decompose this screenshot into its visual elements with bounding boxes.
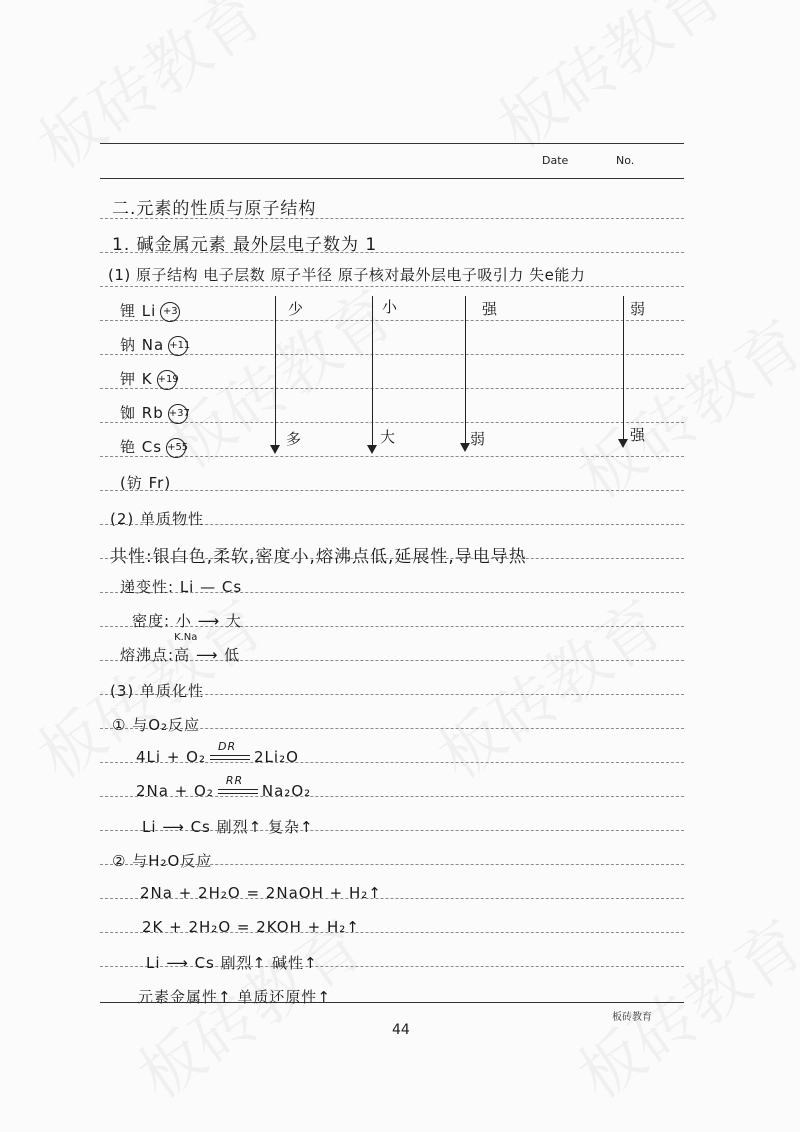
table-header: (1) 原子结构 电子层数 原子半径 原子核对最外层电子吸引力 失e能力 — [108, 266, 586, 284]
eq2-left: 2Na + O₂ — [136, 782, 214, 800]
trend-arrow-electron-loss — [623, 296, 624, 446]
no-label: No. — [616, 154, 635, 167]
header-rule — [100, 178, 684, 179]
francium-note: (钫 Fr) — [120, 474, 172, 492]
nuclear-charge: +3 — [160, 302, 180, 322]
ruled-line — [100, 388, 684, 389]
element-row — [120, 402, 188, 424]
trend-top-shells: 少 — [288, 300, 305, 318]
trend-arrow-radius — [372, 296, 373, 452]
ruled-line — [100, 286, 684, 287]
equation-na-oxygen — [136, 774, 312, 800]
ruled-line — [100, 320, 684, 321]
nuclear-charge: +37 — [168, 404, 188, 424]
trend-bottom-shells: 多 — [286, 430, 303, 448]
trend-arrow-shells — [275, 296, 276, 452]
eq1-condition: DR — [218, 740, 237, 753]
eq1-right: 2Li₂O — [254, 748, 299, 766]
common-properties: 共性:银白色,柔软,密度小,熔沸点低,延展性,导电导热 — [110, 547, 527, 567]
equation-k-water: 2K + 2H₂O = 2KOH + H₂↑ — [142, 918, 360, 936]
ruled-line — [100, 490, 684, 491]
melting-point-exception: K.Na — [174, 632, 198, 643]
element-row — [120, 334, 191, 356]
eq2-right: Na₂O₂ — [261, 782, 312, 800]
eq2-condition: RR — [225, 774, 244, 787]
chemical-properties-title: (3) 单质化性 — [110, 682, 205, 700]
footer-logo: 板砖教育 — [612, 1012, 652, 1023]
water-trend: Li ⟶ Cs 剧烈↑ 碱性↑ — [146, 954, 318, 972]
top-rule — [100, 143, 684, 144]
ruled-line — [100, 456, 684, 457]
watermark — [17, 0, 279, 187]
date-label: Date — [542, 154, 569, 167]
watermark — [557, 895, 800, 1117]
element-name: 钠 Na — [120, 336, 165, 354]
trend-top-radius: 小 — [382, 298, 399, 316]
page-number: 44 — [392, 1022, 410, 1038]
melting-point-prefix: 熔沸点: — [120, 646, 175, 664]
eq1-left: 4Li + O₂ — [136, 748, 206, 766]
element-row — [120, 368, 177, 390]
trend-bottom-radius: 大 — [380, 428, 397, 446]
reaction-with-water-title: ② 与H₂O反应 — [112, 852, 213, 870]
melting-point-trend — [120, 632, 241, 665]
trend-top-electron-loss: 弱 — [630, 300, 647, 318]
element-name: 钾 K — [120, 370, 153, 388]
watermark — [417, 575, 679, 797]
nuclear-charge: +55 — [166, 438, 186, 458]
element-row — [120, 300, 180, 322]
melting-point-value — [174, 632, 241, 665]
trend-top-attraction: 强 — [482, 300, 499, 318]
subsection-alkali-metals: 1. 碱金属元素 最外层电子数为 1 — [112, 235, 378, 255]
element-name: 铷 Rb — [120, 404, 164, 422]
element-name: 锂 Li — [120, 302, 157, 320]
oxygen-trend: Li ⟶ Cs 剧烈↑ 复杂↑ — [142, 818, 314, 836]
physical-properties-title: (2) 单质物性 — [110, 510, 205, 528]
nuclear-charge: +19 — [157, 370, 177, 390]
watermark — [557, 295, 800, 517]
trend-arrow-attraction — [465, 296, 466, 450]
equation-na-water: 2Na + 2H₂O = 2NaOH + H₂↑ — [140, 884, 382, 902]
equation-li-oxygen — [136, 740, 299, 766]
eq1-sign — [210, 740, 250, 760]
section-title: 二.元素的性质与原子结构 — [112, 199, 317, 219]
element-name: 铯 Cs — [120, 438, 163, 456]
density-trend: 密度: 小 ⟶ 大 — [132, 612, 242, 630]
trend-bottom-electron-loss: 强 — [630, 426, 647, 444]
trend-bottom-attraction: 弱 — [470, 430, 487, 448]
element-row — [120, 436, 189, 458]
bottom-rule — [100, 1002, 684, 1003]
melting-point-values: 高 ⟶ 低 — [174, 646, 241, 664]
reaction-with-oxygen-title: ① 与O₂反应 — [112, 716, 201, 734]
nuclear-charge: +11 — [168, 336, 188, 356]
conclusion: 元素金属性↑ 单质还原性↑ — [138, 988, 331, 1006]
gradual-change: 递变性: Li — Cs — [120, 578, 243, 596]
eq2-sign — [218, 774, 258, 794]
